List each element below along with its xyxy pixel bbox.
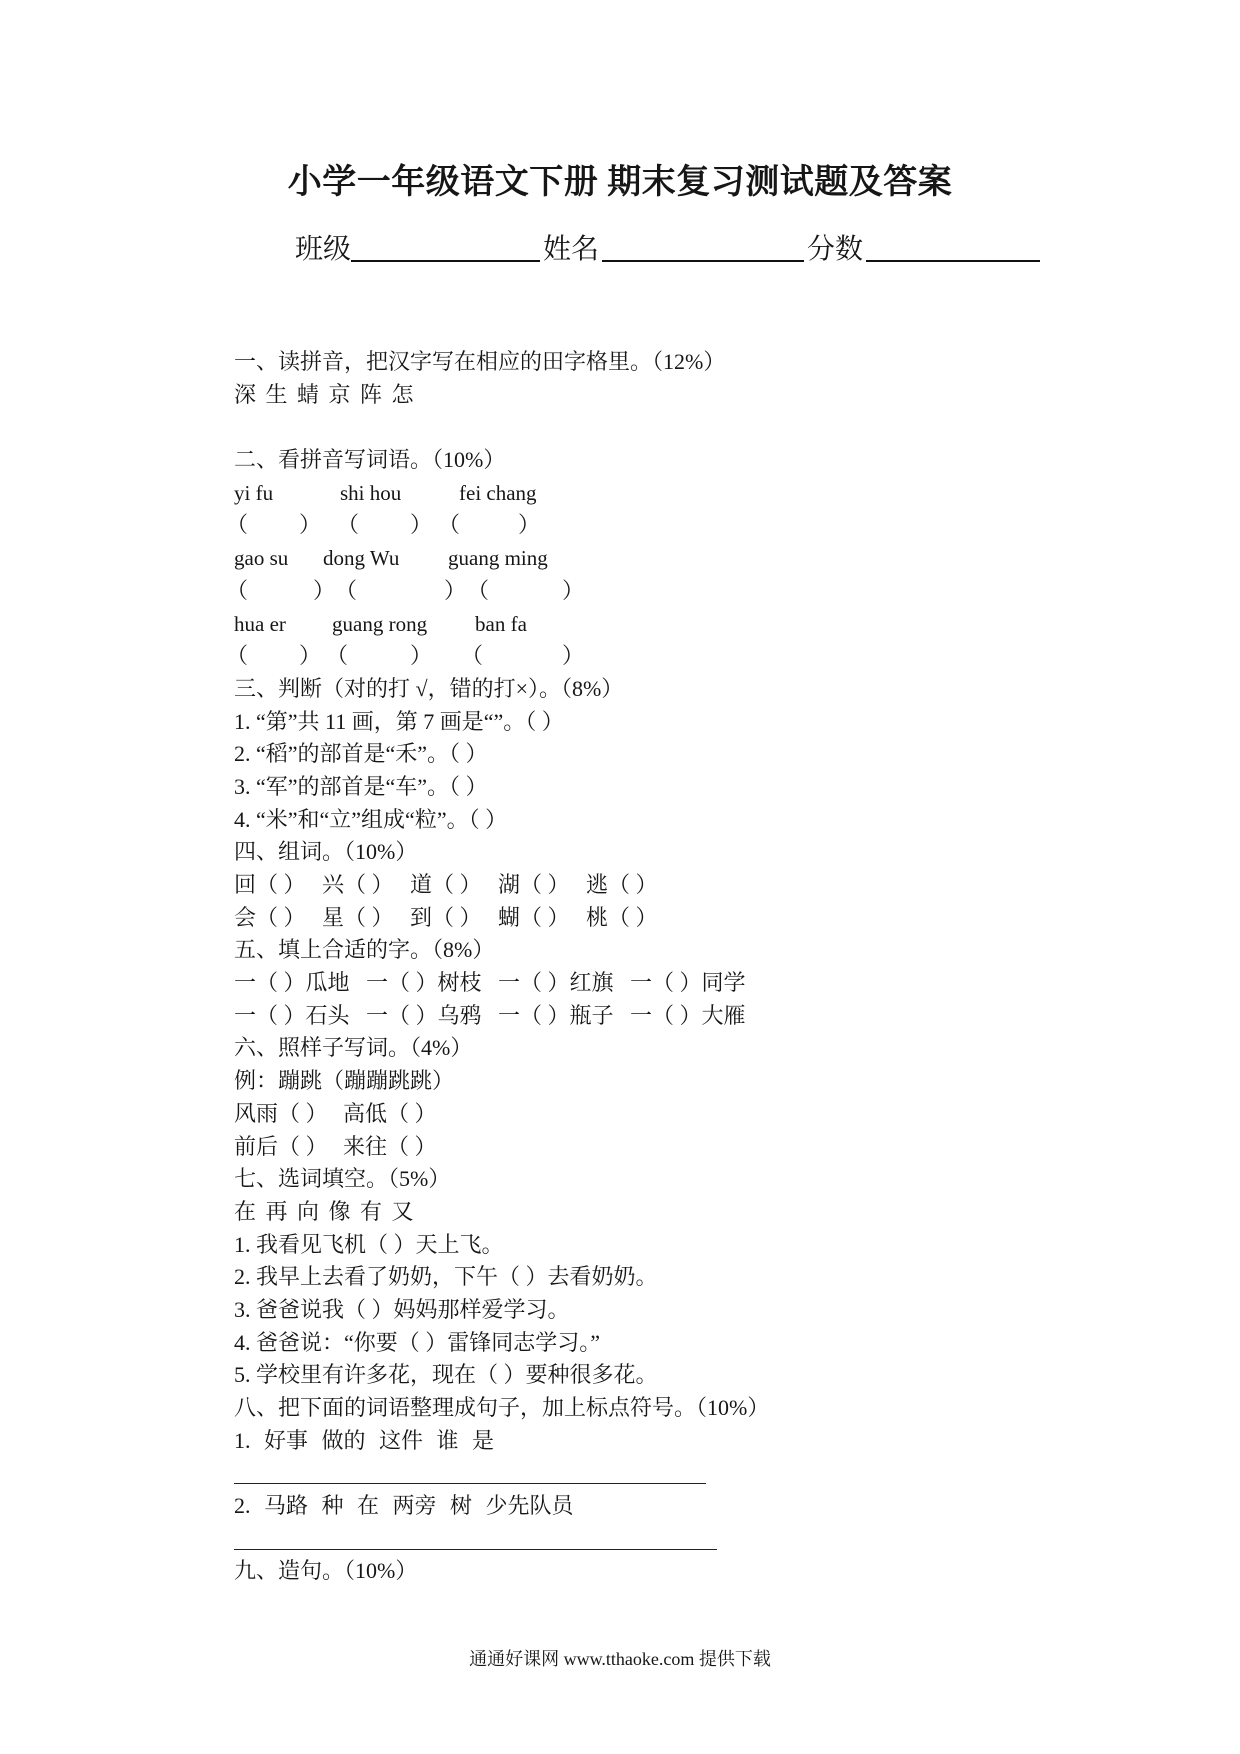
pinyin-row — [0, 477, 1240, 510]
q3-item: 3. “军”的部首是“车”。（ ） — [234, 773, 488, 799]
word-group: 会（ ） — [234, 904, 306, 930]
q4-heading: 四、组词。（10%） — [234, 839, 418, 865]
word-group: 蝴（ ） — [498, 904, 570, 930]
word-pattern: 来往（ ） — [343, 1133, 437, 1159]
q7-item: 5. 学校里有许多花，现在（ ）要种很多花。 — [234, 1362, 658, 1388]
answer-blank: （ ） — [226, 577, 335, 603]
q7-item: 1. 我看见飞机（ ）天上飞。 — [234, 1231, 504, 1257]
q1-characters: 深 生 蜻 京 阵 怎 — [234, 381, 414, 407]
word-group: 逃（ ） — [586, 872, 658, 897]
pinyin-row — [0, 542, 1240, 575]
word-group: 桃（ ） — [586, 904, 658, 930]
class-underline — [351, 260, 540, 262]
answer-blank-row — [0, 509, 1240, 542]
answer-blank: （ ） — [326, 643, 432, 669]
score-label: 分数 — [807, 234, 864, 265]
pinyin-row — [0, 608, 1240, 641]
fill-group: 一（ ）红旗 — [498, 970, 614, 996]
word-group: 回（ ） — [234, 872, 306, 897]
q7-item: 4. 爸爸说：“你要（ ）雷锋同志学习。” — [234, 1329, 601, 1355]
q3-item: 2. “稻”的部首是“禾”。（ ） — [234, 741, 488, 767]
q2-heading: 二、看拼音写词语。（10%） — [234, 447, 506, 473]
word-pattern: 高低（ ） — [343, 1100, 437, 1126]
word-group: 湖（ ） — [498, 872, 570, 897]
class-label: 班级 — [295, 234, 352, 265]
q8-item: 1. 好事 做的 这件 谁 是 — [234, 1427, 495, 1453]
pinyin-word: gao su — [234, 546, 289, 571]
q6-row — [0, 1131, 1240, 1164]
pinyin-word: guang ming — [448, 546, 548, 571]
answer-blank: （ ） — [461, 643, 584, 669]
q6-example: 例：蹦跳（蹦蹦跳跳） — [234, 1068, 455, 1094]
fill-group: 一（ ）大雁 — [630, 1002, 746, 1028]
fill-group: 一（ ）同学 — [630, 970, 746, 996]
fill-group: 一（ ）瓜地 — [234, 970, 350, 996]
q3-item: 4. “米”和“立”组成“粒”。（ ） — [234, 806, 508, 832]
q4-row — [0, 902, 1240, 935]
answer-blank-row — [0, 640, 1240, 673]
q5-heading: 五、填上合适的字。（8%） — [234, 937, 495, 963]
q9-heading: 九、造句。（10%） — [234, 1558, 418, 1584]
q8-heading: 八、把下面的词语整理成句子，加上标点符号。（10%） — [234, 1395, 770, 1420]
score-underline — [866, 260, 1040, 262]
pinyin-word: shi hou — [340, 480, 402, 505]
answer-blank: （ ） — [226, 643, 321, 669]
q3-item: 1. “第”共 11 画，第 7 画是“”。（ ） — [234, 708, 564, 734]
answer-line-row — [0, 1457, 1240, 1490]
answer-line — [234, 1483, 706, 1484]
q1-heading: 一、读拼音，把汉字写在相应的田字格里。（12%） — [234, 349, 726, 374]
answer-blank: （ ） — [226, 512, 321, 538]
fill-group: 一（ ）石头 — [234, 1002, 350, 1028]
word-group: 兴（ ） — [322, 872, 394, 897]
q5-row — [0, 967, 1240, 1000]
pinyin-word: fei chang — [459, 480, 537, 505]
q7-options: 在 再 向 像 有 又 — [234, 1198, 414, 1224]
q7-item: 3. 爸爸说我（ ）妈妈那样爱学习。 — [234, 1296, 570, 1322]
word-group: 到（ ） — [410, 904, 482, 930]
q3-heading: 三、判断（对的打 √，错的打×）。（8%） — [234, 675, 624, 701]
answer-blank: （ ） — [438, 512, 540, 538]
fill-group: 一（ ）瓶子 — [498, 1002, 614, 1028]
word-group: 星（ ） — [322, 904, 394, 930]
answer-blank: （ ） — [335, 577, 466, 603]
pinyin-word: guang rong — [332, 611, 428, 636]
answer-line — [234, 1549, 717, 1550]
q8-item: 2. 马路 种 在 两旁 树 少先队员 — [234, 1493, 574, 1519]
q5-row — [0, 1000, 1240, 1033]
pinyin-word: hua er — [234, 611, 286, 636]
q6-heading: 六、照样子写词。（4%） — [234, 1035, 473, 1061]
page-footer: 通通好课网 www.tthaoke.com 提供下载 — [469, 1649, 771, 1669]
q4-row — [0, 869, 1240, 902]
pinyin-word: ban fa — [475, 611, 527, 636]
pinyin-word: dong Wu — [323, 546, 400, 571]
word-group: 道（ ） — [410, 872, 482, 897]
answer-blank: （ ） — [337, 512, 432, 538]
page-title: 小学一年级语文下册 期末复习测试题及答案 — [287, 164, 953, 201]
q6-row — [0, 1098, 1240, 1131]
answer-line-row — [0, 1523, 1240, 1556]
pinyin-word: yi fu — [234, 480, 274, 505]
word-pattern: 风雨（ ） — [234, 1100, 328, 1126]
word-pattern: 前后（ ） — [234, 1133, 328, 1159]
name-label: 姓名 — [543, 234, 600, 265]
name-underline — [602, 260, 804, 262]
fill-group: 一（ ）乌鸦 — [366, 1002, 482, 1028]
q7-heading: 七、选词填空。（5%） — [234, 1166, 451, 1192]
fill-group: 一（ ）树枝 — [366, 970, 482, 996]
exam-body — [0, 346, 1240, 1588]
answer-blank: （ ） — [467, 577, 584, 603]
spacer — [0, 411, 1240, 444]
answer-blank-row — [0, 575, 1240, 608]
q7-item: 2. 我早上去看了奶奶，下午（ ）去看奶奶。 — [234, 1264, 658, 1290]
